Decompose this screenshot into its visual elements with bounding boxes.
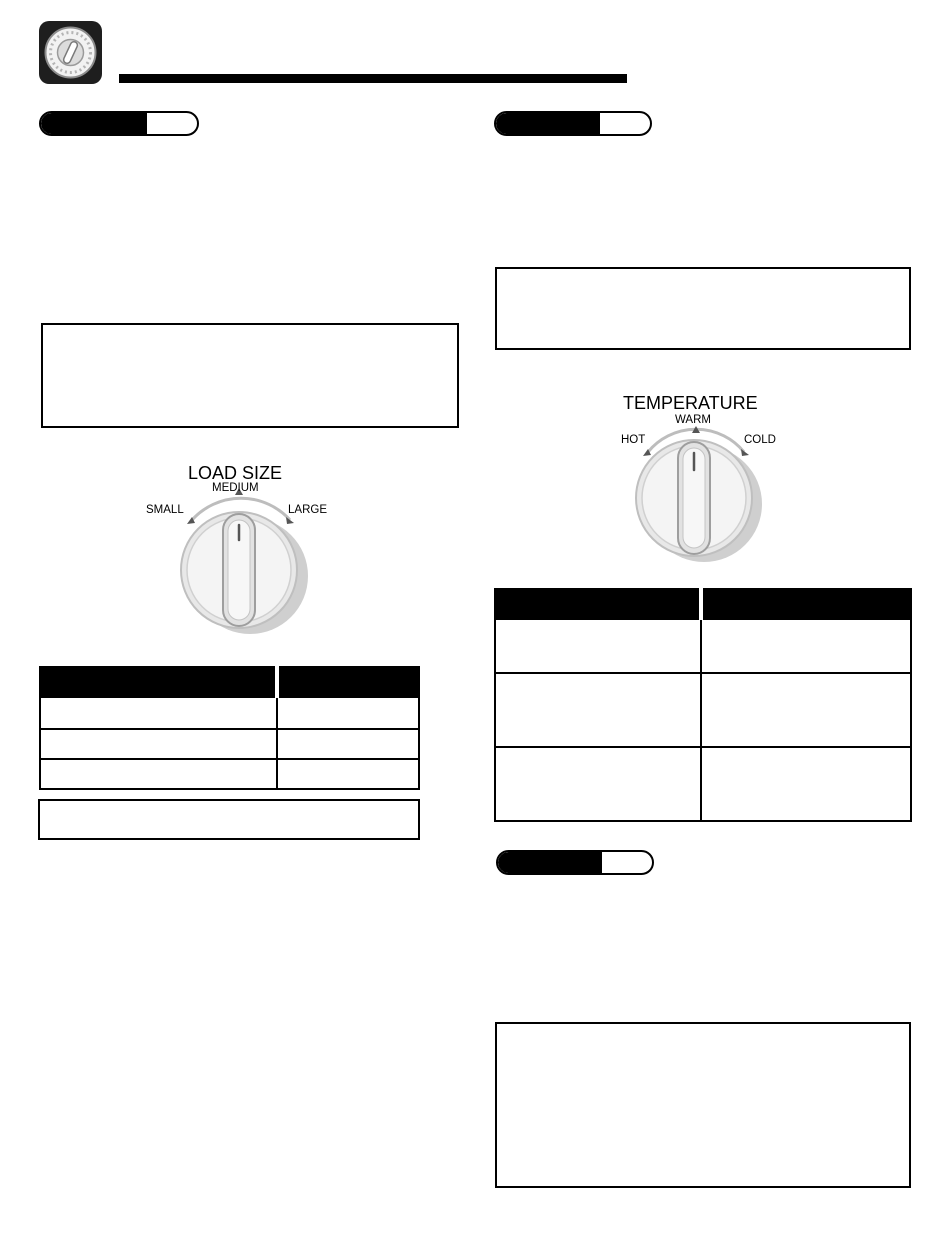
temperature-hot-label: HOT — [621, 434, 646, 446]
temperature-warm-label: WARM — [675, 414, 711, 426]
load-size-small-label: SMALL — [146, 504, 184, 516]
temperature-table — [494, 588, 912, 822]
table-cell — [701, 619, 911, 673]
table-cell — [277, 729, 419, 759]
table-cell — [40, 697, 277, 729]
note-box-load-size-table — [38, 799, 420, 840]
load-size-table — [39, 666, 420, 790]
note-box-lower — [495, 1022, 911, 1188]
table-header-cell — [277, 667, 419, 697]
table-cell — [40, 729, 277, 759]
section-tab-right — [494, 111, 652, 136]
table-cell — [495, 619, 701, 673]
section-tab-right-lower — [496, 850, 654, 875]
header-rule — [119, 74, 627, 83]
note-box-temperature — [495, 267, 911, 350]
table-cell — [495, 747, 701, 821]
table-cell — [277, 759, 419, 789]
table-cell — [701, 747, 911, 821]
app-logo-icon — [39, 21, 102, 84]
note-box-load-size — [41, 323, 459, 428]
table-cell — [277, 697, 419, 729]
table-header-cell — [495, 589, 701, 619]
load-size-dial-title: LOAD SIZE — [188, 463, 283, 483]
table-cell — [701, 673, 911, 747]
table-cell — [40, 759, 277, 789]
section-tab-left — [39, 111, 199, 136]
load-size-medium-label: MEDIUM — [212, 482, 259, 494]
load-size-dial — [140, 460, 350, 640]
table-header-cell — [701, 589, 911, 619]
temperature-cold-label: COLD — [744, 434, 776, 446]
temperature-dial — [600, 392, 810, 567]
temperature-dial-title: TEMPERATURE — [623, 393, 758, 413]
table-cell — [495, 673, 701, 747]
load-size-large-label: LARGE — [288, 504, 327, 516]
table-header-cell — [40, 667, 277, 697]
